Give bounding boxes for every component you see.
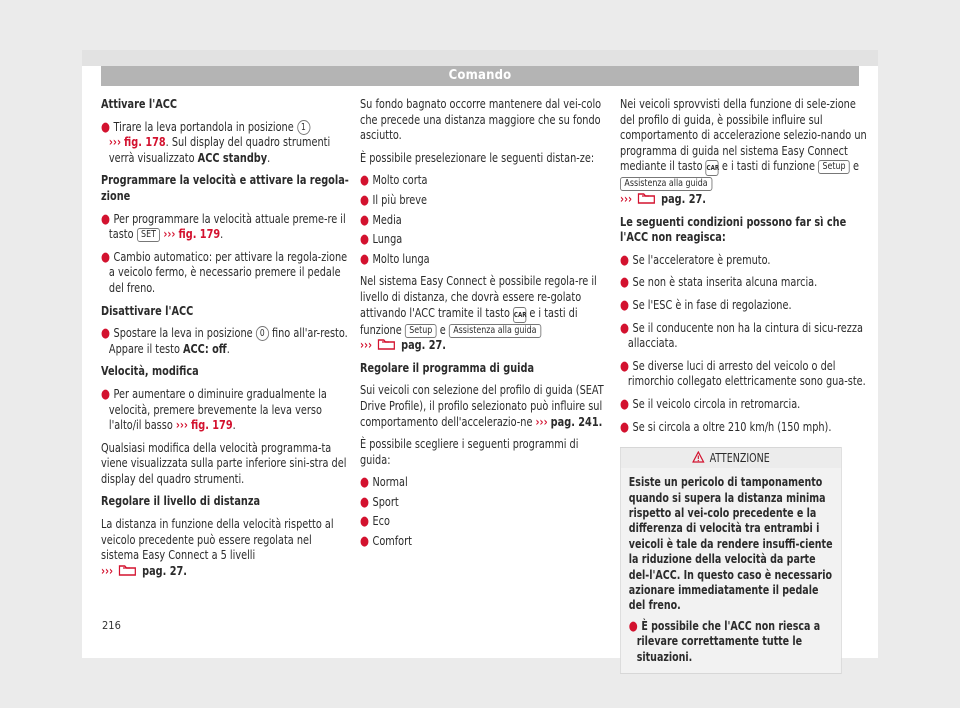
list-item: ● Se il conducente non ha la cintura di sicu-rezza allacciata. <box>620 320 863 351</box>
list-item: ● Per aumentare o diminuire gradualmente la velocità, premere brevemente la leva verso l'alto/il basso ››› fig. 179. <box>101 386 327 433</box>
bullet-icon: ● <box>620 252 629 268</box>
book-icon <box>637 192 656 204</box>
paragraph: È possibile scegliere i seguenti programmi di guida: <box>360 437 579 467</box>
list-item: ● Se l'ESC è in fase di regolazione. <box>620 297 792 313</box>
bullet-icon: ● <box>101 249 110 265</box>
list-item: ● Comfort <box>360 534 412 550</box>
distance-list <box>360 173 609 267</box>
figure-link[interactable]: fig. 179 <box>191 418 233 433</box>
bullet-icon: ● <box>360 475 369 491</box>
heading-distanza: Regolare il livello di distanza <box>101 494 261 509</box>
column-2 <box>360 97 609 554</box>
setup-key-icon: Setup <box>818 160 850 174</box>
warning-triangle-icon <box>692 451 704 463</box>
list-item: ● Media <box>360 212 402 228</box>
arrow-icon: ››› <box>360 338 373 353</box>
page-link[interactable]: pag. 27 <box>661 191 703 206</box>
list-item: ● Se si circola a oltre 210 km/h (150 mph). <box>620 419 832 435</box>
assistenza-key-icon: Assistenza alla guida <box>449 324 541 338</box>
position-1-icon: 1 <box>297 120 310 135</box>
paragraph: Nel sistema Easy Connect è possibile regola-re il livello di distanza, che dovrà essere re-golato attivando l'ACC tramite il tasto CAR e i tasti di funzione Setup e Assistenza alla guida ››› pag. 27. <box>360 274 597 353</box>
bullet-icon: ● <box>620 419 629 435</box>
page-number: 216 <box>102 619 121 632</box>
list-item: ● Tirare la leva portandola in posizione 1 ››› fig. 178. Sul display del quadro strumenti verrà visualizzato ACC standby. <box>101 119 331 165</box>
bullet-icon: ● <box>360 534 369 550</box>
section-header <box>101 66 859 86</box>
bullet-icon: ● <box>620 320 629 336</box>
bullet-icon: ● <box>360 192 369 208</box>
bullet-icon: ● <box>620 275 629 291</box>
arrow-icon: ››› <box>108 135 121 150</box>
bullet-icon: ● <box>101 211 110 227</box>
list-item: ● Eco <box>360 514 390 530</box>
list-item: ● È possibile che l'ACC non riesca a rilevare correttamente tutte le situazioni. <box>628 618 821 664</box>
column-3 <box>620 97 869 674</box>
bullet-icon: ● <box>360 494 369 510</box>
bullet-icon: ● <box>101 326 110 342</box>
bullet-icon: ● <box>620 297 629 313</box>
car-icon: CAR <box>513 307 526 323</box>
bullet-icon: ● <box>101 386 110 402</box>
bullet-icon: ● <box>620 396 629 412</box>
bullet-icon: ● <box>360 212 369 228</box>
bullet-icon: ● <box>360 173 369 189</box>
page-top-band <box>82 50 878 66</box>
page-link[interactable]: pag. 241 <box>550 414 599 429</box>
program-list <box>360 475 609 549</box>
list-item: ● Il più breve <box>360 192 428 208</box>
car-icon: CAR <box>706 160 719 176</box>
warning-body <box>621 468 841 673</box>
book-icon <box>377 338 396 350</box>
list-item: ● Normal <box>360 475 408 491</box>
paragraph: Qualsiasi modifica della velocità programma-ta viene visualizzata sulla parte inferiore sini-stra del display del quadro strumenti. <box>101 440 347 486</box>
heading-programmare: Programmare la velocità e attivare la regola-zione <box>101 173 349 203</box>
bullet-icon: ● <box>101 119 110 135</box>
paragraph: La distanza in funzione della velocità rispetto al veicolo precedente può essere regolata nel sistema Easy Connect a 5 livelli ››› pag. 27. <box>101 517 334 578</box>
assistenza-key-icon: Assistenza alla guida <box>620 177 712 191</box>
list-item: ● Se l'acceleratore è premuto. <box>620 252 771 268</box>
page-link[interactable]: pag. 27 <box>142 563 184 578</box>
section-title: Comando <box>448 68 512 83</box>
bullet-icon: ● <box>360 251 369 267</box>
heading-condizioni: Le seguenti condizioni possono far sì che l'ACC non reagisca: <box>620 214 847 245</box>
manual-page <box>82 50 878 664</box>
warning-title: ATTENZIONE <box>709 451 770 466</box>
paragraph: Su fondo bagnato occorre mantenere dal vei-colo che precede una distanza maggiore che su fondo asciutto. <box>360 97 602 143</box>
figure-link[interactable]: fig. 178 <box>124 135 166 150</box>
arrow-icon: ››› <box>175 418 188 433</box>
setup-key-icon: Setup <box>405 324 437 338</box>
warning-header <box>621 448 841 468</box>
heading-velocita: Velocità, modifica <box>101 364 199 379</box>
list-item: ● Se diverse luci di arresto del veicolo o del rimorchio collegato elettricamente sono gua-ste. <box>620 358 866 389</box>
warning-box <box>620 447 842 674</box>
heading-disattivare: Disattivare l'ACC <box>101 303 194 318</box>
list-item: ● Sport <box>360 494 399 510</box>
position-0-icon: 0 <box>256 326 269 341</box>
bullet-icon: ● <box>360 232 369 248</box>
figure-link[interactable]: fig. 179 <box>178 227 221 242</box>
arrow-icon: ››› <box>620 191 633 206</box>
list-item: ● Se il veicolo circola in retromarcia. <box>620 396 801 412</box>
conditions-list <box>620 253 869 435</box>
arrow-icon: ››› <box>535 414 548 429</box>
list-item: ● Lunga <box>360 232 403 248</box>
heading-programma: Regolare il programma di guida <box>360 360 535 375</box>
bullet-icon: ● <box>360 514 369 530</box>
list-item: ● Cambio automatico: per attivare la regola-zione a veicolo fermo, è necessario premere il pedale del freno. <box>101 249 348 295</box>
bullet-icon: ● <box>628 618 638 634</box>
page-link[interactable]: pag. 27 <box>401 338 443 353</box>
paragraph: Sui veicoli con selezione del profilo di guida (SEAT Drive Profile), il profilo selezionato può influire sul comportamento dell'accelerazio-ne ››› pag. 241. <box>360 383 604 429</box>
column-1 <box>101 97 350 586</box>
arrow-icon: ››› <box>101 563 114 578</box>
paragraph: Nei veicoli sprovvisti della funzione di sele-zione del profilo di guida, è possibile influire sul comportamento di accelerazione selezio-nando un programma di guida nel sistema Easy Connect mediante il tasto CAR e i tasti di funzione Setup e Assistenza alla guida ››› pag. 27. <box>620 97 867 206</box>
set-key-icon: SET <box>137 228 161 242</box>
list-item: ● Per programmare la velocità attuale preme-re il tasto SET ››› fig. 179. <box>101 211 346 242</box>
list-item: ● Spostare la leva in posizione 0 fino all'ar-resto. Appare il testo ACC: off. <box>101 326 348 356</box>
list-item: ● Molto lunga <box>360 251 430 267</box>
warning-text: Esiste un pericolo di tamponamento quando si supera la distanza minima rispetto al vei-colo precedente e la differenza di velocità tra entrambi i veicoli è tale da rendere insuffi-ciente la riduzione della velocità da parte del-l'ACC. In questo caso è necessario azionare immediatamente il pedale del freno. <box>628 475 833 613</box>
arrow-icon: ››› <box>163 227 176 242</box>
book-icon <box>118 564 137 576</box>
heading-attivare-acc: Attivare l'ACC <box>101 97 178 111</box>
paragraph: È possibile preselezionare le seguenti distan-ze: <box>360 150 595 165</box>
list-item: ● Se non è stata inserita alcuna marcia. <box>620 275 818 291</box>
list-item: ● Molto corta <box>360 173 428 189</box>
bullet-icon: ● <box>620 358 629 374</box>
